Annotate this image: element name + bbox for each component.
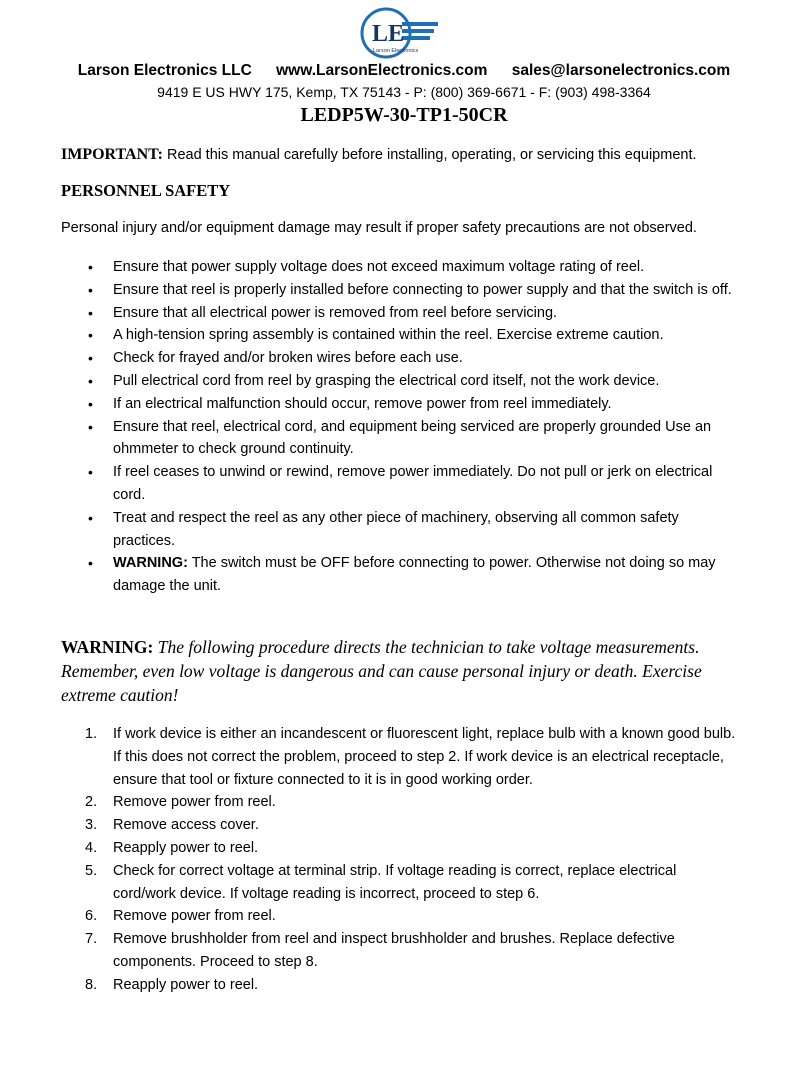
bullet-icon: • [88,281,93,298]
important-label: IMPORTANT: [61,146,163,163]
important-note [61,146,697,164]
procedure-steps [0,723,808,997]
step-item: 7. Remove brushholder from reel and inspect brushholder and brushes. Replace defective components. Proceed to step 8. [0,928,808,974]
step-item: 8. Reapply power to reel. [0,974,808,997]
step-number: 8. [85,976,98,993]
step-item: 2. Remove power from reel. [0,791,808,814]
step-number: 2. [85,794,98,811]
personnel-safety-heading: PERSONNEL SAFETY [61,181,231,200]
list-item: • Ensure that power supply voltage does not exceed maximum voltage rating of reel. [0,256,808,279]
step-number: 1. [85,726,98,742]
step-number: 6. [85,908,98,925]
list-item: • If reel ceases to unwind or rewind, remove power immediately. Do not pull or jerk on electrical cord. [0,461,808,507]
list-item: • A high-tension spring assembly is contained within the reel. Exercise extreme caution. [0,324,808,347]
company-name: Larson Electronics LLC [77,62,252,79]
bullet-icon: • [88,395,93,412]
model-number: LEDP5W-30-TP1-50CR [300,104,508,126]
list-item: • Ensure that reel is properly installed before connecting to power supply and that the switch is off. [0,279,808,302]
company-line [0,62,808,80]
company-website[interactable]: www.LarsonElectronics.com [276,62,488,79]
logo-monogram: LE [372,21,405,47]
bullet-icon: • [88,304,93,321]
bullet-icon: • [88,555,93,572]
bullet-icon: • [88,259,93,275]
step-number: 3. [85,817,98,834]
bullet-icon: • [88,327,93,344]
list-item: • Treat and respect the reel as any other piece of machinery, observing all common safety practices. [0,507,808,553]
step-item: 5. Check for correct voltage at terminal strip. If voltage reading is correct, replace electrical cord/work device. If voltage reading is incorrect, proceed to step 6. [0,860,808,906]
step-number: 5. [85,862,98,879]
important-text: Read this manual carefully before installing, operating, or servicing this equipment. [162,147,697,163]
step-item: 4. Reapply power to reel. [0,837,808,860]
list-item: • Ensure that all electrical power is removed from reel before servicing. [0,302,808,325]
voltage-warning-text: The following procedure directs the technician to take voltage measurements. Remember, even low voltage is dangerous and can cause personal injury or death. Exercise extreme caution! [61,637,702,705]
bullet-icon: • [88,418,93,435]
larson-logo [360,6,442,62]
list-item-warning: • WARNING: The switch must be OFF before connecting to power. Otherwise not doing so may damage the unit. [0,552,808,598]
list-item: • Ensure that reel, electrical cord, and equipment being serviced are properly grounded Use an ohmmeter to check ground continuity. [0,416,808,462]
step-item: 3. Remove access cover. [0,814,808,837]
step-number: 4. [85,839,98,856]
bullet-icon: • [88,350,93,367]
logo-brand-text: Larson Electronics [373,48,419,54]
list-item: • If an electrical malfunction should occur, remove power from reel immediately. [0,393,808,416]
switch-warning-label: WARNING: [113,555,188,572]
safety-list [0,256,808,598]
step-item: 1. If work device is either an incandescent or fluorescent light, replace bulb with a known good bulb. If this does not correct the problem, proceed to step 2. If work device is an electrical receptacle, ensure that tool or fixture connected to it is in good working order. [0,723,808,791]
voltage-warning-label: WARNING: [61,637,154,657]
bullet-icon: • [88,464,93,481]
company-email[interactable]: sales@larsonelectronics.com [511,62,731,79]
bullet-icon: • [88,509,93,526]
step-number: 7. [85,931,98,948]
voltage-warning [61,635,741,707]
personnel-safety-intro: Personal injury and/or equipment damage may result if proper safety precautions are not observed. [61,220,697,236]
bullet-icon: • [88,372,93,389]
address-line: 9419 E US HWY 175, Kemp, TX 75143 - P: (800) 369-6671 - F: (903) 498-3364 [157,84,651,100]
list-item: • Pull electrical cord from reel by grasping the electrical cord itself, not the work device. [0,370,808,393]
step-item: 6. Remove power from reel. [0,905,808,928]
list-item: • Check for frayed and/or broken wires before each use. [0,347,808,370]
